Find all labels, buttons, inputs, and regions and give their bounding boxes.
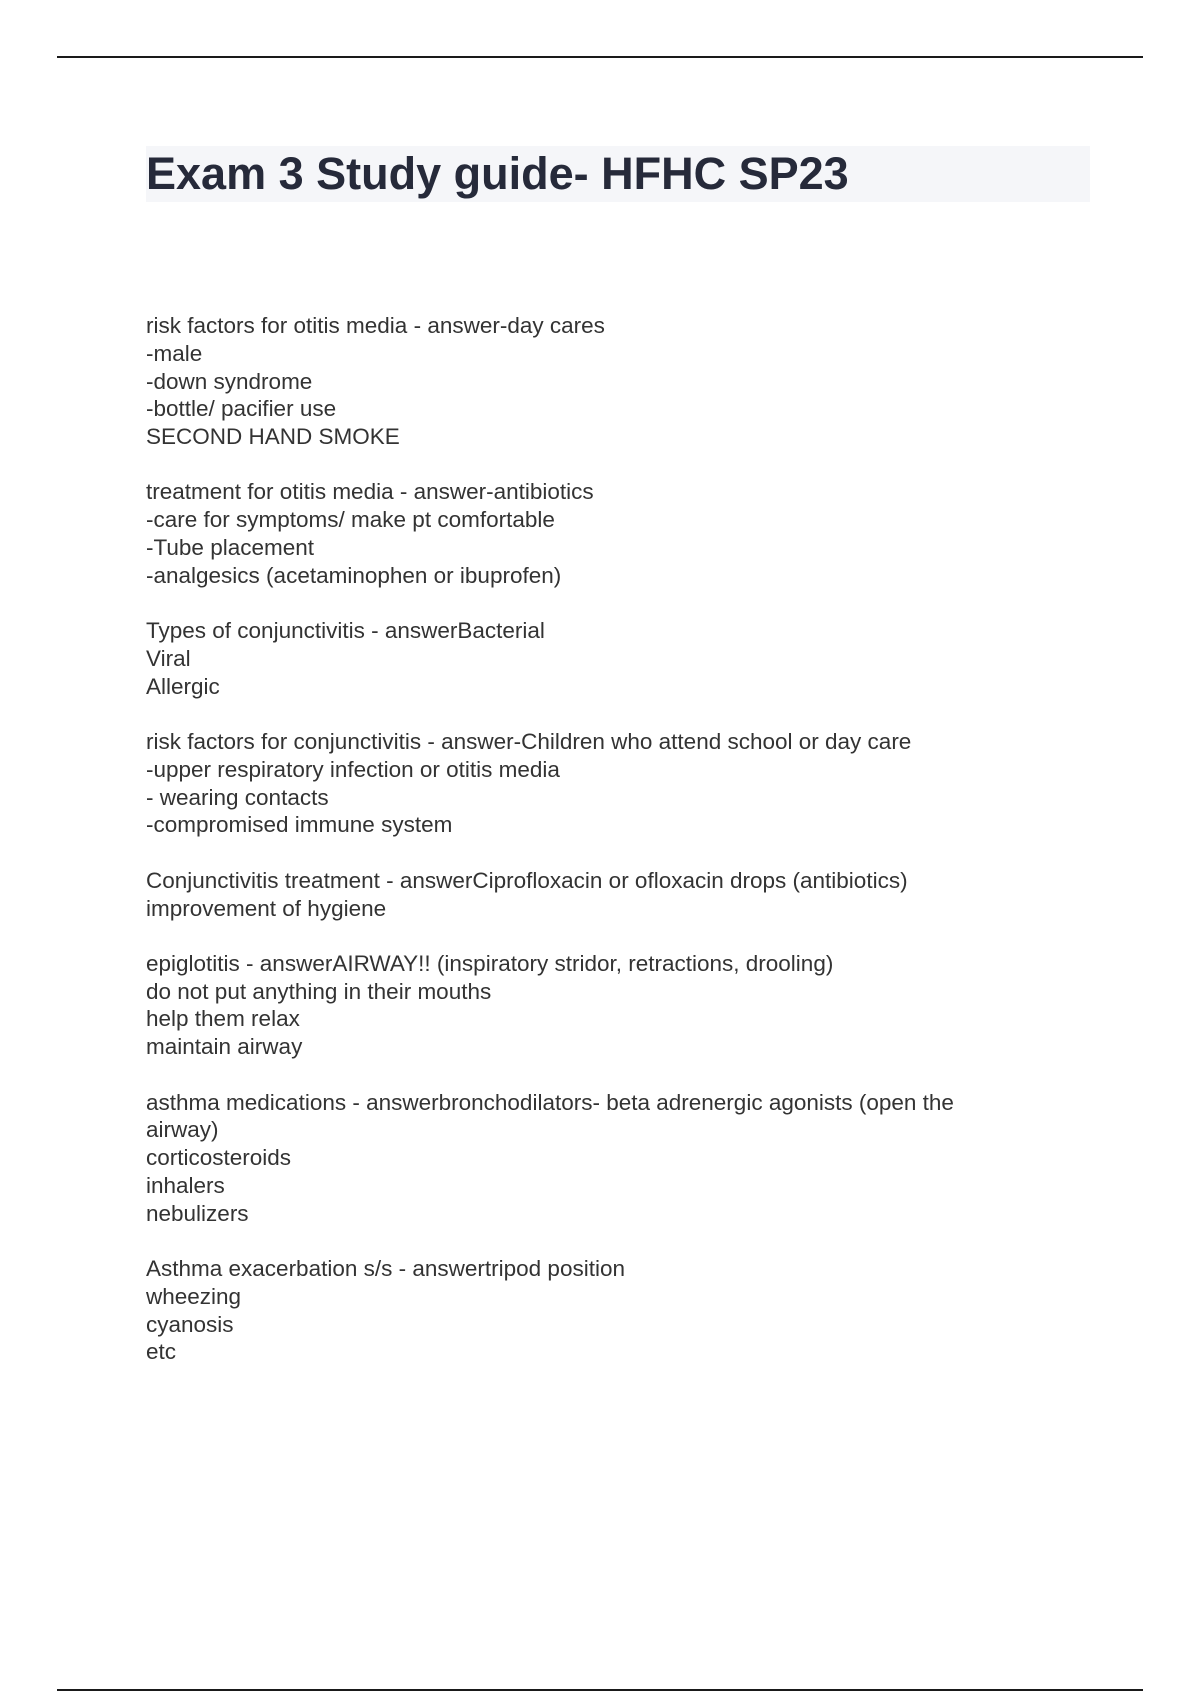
qa-entry-conjunctivitis-types xyxy=(146,617,1046,700)
entry-answer-line: -upper respiratory infection or otitis media xyxy=(146,756,560,782)
entry-answer-line: airway) xyxy=(146,1117,219,1143)
entry-answer-line: -care for symptoms/ make pt comfortable xyxy=(146,507,555,533)
qa-entry-asthma-exacerbation xyxy=(146,1255,1046,1366)
entry-answer-line: help them relax xyxy=(146,1006,300,1032)
entry-answer-line: wheezing xyxy=(146,1283,242,1309)
entry-answer-line: maintain airway xyxy=(146,1034,303,1060)
entry-question-line: epiglotitis - answerAIRWAY!! (inspiratory stridor, retractions, drooling) xyxy=(146,950,834,976)
entry-answer-line: -analgesics (acetaminophen or ibuprofen) xyxy=(146,562,562,588)
entry-answer-line: nebulizers xyxy=(146,1200,249,1226)
entry-question-line: Types of conjunctivitis - answerBacterial xyxy=(146,618,545,644)
page-title: Exam 3 Study guide- HFHC SP23 xyxy=(146,148,849,199)
qa-entry-conjunctivitis-risk-factors xyxy=(146,728,1046,839)
entry-answer-line: etc xyxy=(146,1339,177,1365)
qa-entry-conjunctivitis-treatment xyxy=(146,867,1046,923)
entry-answer-line: SECOND HAND SMOKE xyxy=(146,424,400,450)
entry-question-line: Conjunctivitis treatment - answerCiprofloxacin or ofloxacin drops (antibiotics) xyxy=(146,867,908,893)
entry-question-line: risk factors for conjunctivitis - answer-Children who attend school or day care xyxy=(146,729,912,755)
entry-question-line: Asthma exacerbation s/s - answertripod position xyxy=(146,1256,625,1282)
entry-answer-line: -compromised immune system xyxy=(146,812,453,838)
qa-entry-asthma-medications xyxy=(146,1089,1046,1228)
entry-answer-line: cyanosis xyxy=(146,1311,234,1337)
entry-answer-line: do not put anything in their mouths xyxy=(146,978,492,1004)
top-divider xyxy=(57,56,1143,58)
entry-answer-line: -male xyxy=(146,340,203,366)
entry-answer-line: Allergic xyxy=(146,673,220,699)
entry-answer-line: Viral xyxy=(146,645,191,671)
bottom-divider xyxy=(57,1689,1143,1691)
entry-answer-line: -Tube placement xyxy=(146,535,315,561)
entry-question-line: asthma medications - answerbronchodilators- beta adrenergic agonists (open the xyxy=(146,1089,954,1115)
entry-answer-line: corticosteroids xyxy=(146,1145,292,1171)
entry-answer-line: - wearing contacts xyxy=(146,784,329,810)
entry-answer-line: improvement of hygiene xyxy=(146,895,387,921)
entry-answer-line: -down syndrome xyxy=(146,368,313,394)
entry-question-line: treatment for otitis media - answer-antibiotics xyxy=(146,479,594,505)
qa-entry-otitis-treatment xyxy=(146,478,1046,589)
entry-answer-line: inhalers xyxy=(146,1172,225,1198)
qa-entry-otitis-risk-factors xyxy=(146,312,1046,451)
study-guide-content xyxy=(146,312,1046,1394)
qa-entry-epiglotitis xyxy=(146,950,1046,1061)
entry-answer-line: -bottle/ pacifier use xyxy=(146,396,337,422)
entry-question-line: risk factors for otitis media - answer-day cares xyxy=(146,313,605,338)
